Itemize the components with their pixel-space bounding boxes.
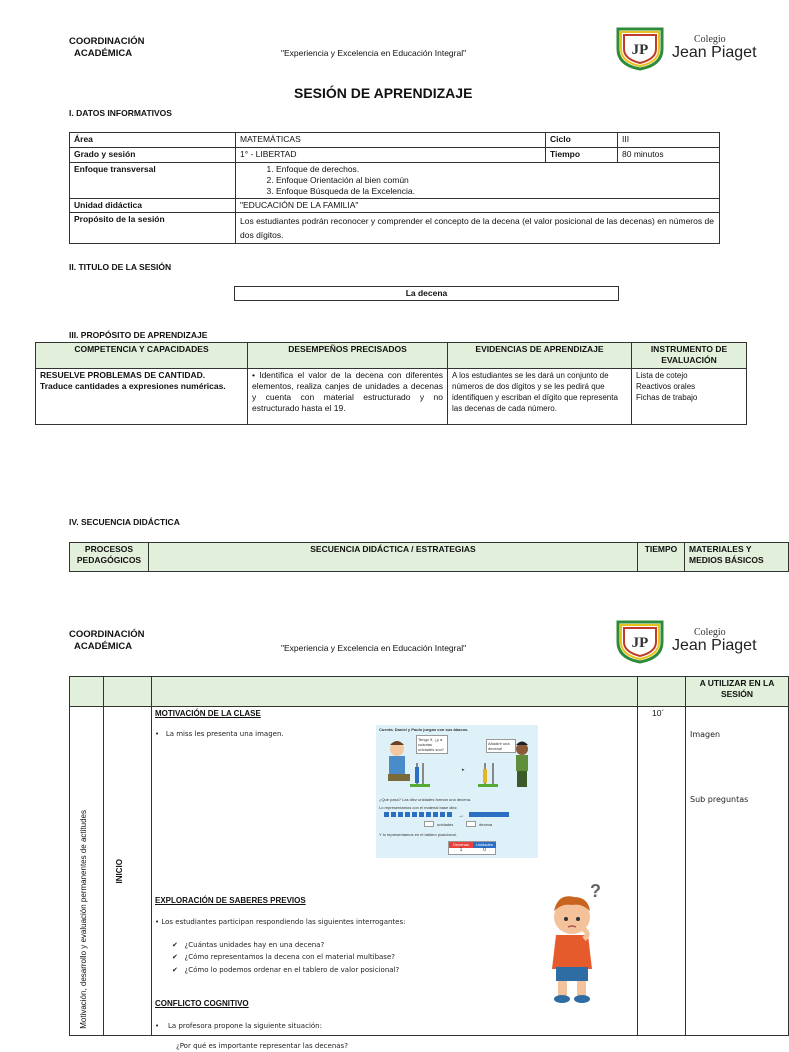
checkbox-decena [466, 821, 476, 827]
children-abacus-icon [380, 737, 538, 795]
unidad-label: Unidad didáctica [70, 199, 236, 213]
tiempo-label: Tiempo [546, 148, 618, 163]
vertical-label-cell [70, 707, 104, 1036]
section-titulo: II. TITULO DE LA SESIÓN [69, 262, 172, 272]
datos-table [69, 132, 720, 244]
option-decena: decena [479, 822, 493, 827]
strategies-cell [152, 707, 638, 1050]
school-logo [612, 25, 757, 71]
motivacion-title: MOTIVACIÓN DE LA CLASE [155, 709, 261, 718]
svg-text:?: ? [590, 881, 601, 901]
option-unidades: unidades [437, 822, 454, 827]
phase-label: INICIO [115, 858, 124, 884]
unidad-value: "EDUCACIÓN DE LA FAMILIA" [236, 199, 720, 213]
image-question: Lo representamos con el material base diez. [379, 805, 458, 810]
desempeno-text: • Identifica el valor de la decena con diferentes elementos, realiza canjes de unidades a decenas y cuenta con material estructurado y no estructurado hasta el 19. [248, 369, 448, 425]
enfoque-item: 2. Enfoque Orientación al bien común [276, 175, 715, 186]
tiempo-value: 80 minutos [618, 148, 720, 163]
crest-initials: JP [631, 635, 649, 651]
pv-val-decenas: 1 [459, 847, 463, 853]
coordination-label-p2: COORDINACIÓN ACADÉMICA [69, 629, 145, 652]
competencia-cell [36, 369, 248, 425]
image-question: Y lo representamos en el tablero posicional. [379, 832, 457, 837]
header-instrumento: INSTRUMENTO DE EVALUACIÓN [632, 343, 747, 369]
school-crest-icon [612, 618, 668, 664]
logo-name: Jean Piaget [672, 637, 757, 654]
page-title: SESIÓN DE APRENDIZAJE [294, 85, 473, 101]
secuencia-header-table [69, 542, 789, 572]
exploracion-intro: • Los estudiantes participan respondiendo las siguientes interrogantes: [155, 918, 406, 926]
unit-blocks-icon [384, 811, 514, 819]
coordination-label: COORDINACIÓN ACADÉMICA [69, 36, 145, 59]
instrumento-item: Fichas de trabajo [636, 393, 698, 402]
header-a-utilizar: A UTILIZAR EN LA SESIÓN [686, 677, 789, 707]
svg-text:▸: ▸ [462, 767, 465, 773]
competencia-text: RESUELVE PROBLEMAS DE CANTIDAD. [40, 370, 206, 380]
header-desempenos: DESEMPEÑOS PRECISADOS [248, 343, 448, 369]
logo-name: Jean Piaget [672, 44, 757, 61]
proposito-label: Propósito de la sesión [70, 213, 236, 244]
pv-col-unidades: Unidades [473, 842, 496, 848]
secuencia-body-table [69, 676, 789, 1050]
area-label: Área [70, 133, 236, 148]
place-value-table [448, 841, 496, 855]
conflicto-pregunta: ¿Por qué es importante representar las decenas? [176, 1042, 348, 1050]
header-materiales: MATERIALES Y MEDIOS BÁSICOS [685, 543, 789, 572]
enfoque-list-cell [236, 163, 720, 199]
image-caption: Cuenta. Daniel y Paulo juegan con sus ábacos. [379, 727, 469, 732]
section-proposito: III. PROPÓSITO DE APRENDIZAJE [69, 330, 208, 340]
materials-cell [686, 707, 789, 1036]
crest-initials: JP [631, 42, 649, 58]
proposito-value: Los estudiantes podrán reconocer y comprender el concepto de la decena (el valor posicional de las decenas) en números de dos dígitos. [236, 213, 720, 244]
pv-val-unidades: 0 [483, 847, 486, 853]
pregunta-item: ✔ ¿Cómo representamos la decena con el material multibase? [172, 953, 395, 961]
area-value: MATEMÁTICAS [236, 133, 546, 148]
instrumento-cell [632, 369, 747, 425]
svg-text:→: → [458, 813, 464, 819]
proposito-table [35, 342, 747, 425]
checkbox-unidades [424, 821, 434, 827]
thinking-boy-icon [542, 877, 622, 1005]
grado-value: 1° - LIBERTAD [236, 148, 546, 163]
pregunta-item: ✔ ¿Cuántas unidades hay en una decena? [172, 941, 325, 949]
pregunta-item: ✔ ¿Cómo lo podemos ordenar en el tablero de valor posicional? [172, 966, 400, 974]
enfoque-item: 3. Enfoque Búsqueda de la Excelencia. [276, 186, 715, 197]
school-motto: "Experiencia y Excelencia en Educación Integral" [281, 48, 467, 58]
phase-cell [104, 707, 152, 1036]
image-question: ¿Qué pasó? Las diez unidades forman una decena. [379, 797, 472, 802]
pv-col-decenas: Decenas [449, 842, 473, 848]
material-item: Imagen [690, 730, 721, 739]
speech-bubble: Tengo 9, ¿y a cuántas unidades son? [416, 735, 448, 754]
section-secuencia: IV. SECUENCIA DIDÁCTICA [69, 517, 180, 527]
enfoque-list [276, 164, 715, 197]
logo-colegio: Colegio [694, 627, 726, 638]
header-estrategias: SECUENCIA DIDÁCTICA / ESTRATEGIAS [149, 543, 638, 572]
session-title-box: La decena [234, 286, 619, 301]
instrumento-item: Lista de cotejo [636, 371, 688, 380]
capacidad-text: Traduce cantidades a expresiones numéricas. [40, 381, 226, 391]
header-evidencias: EVIDENCIAS DE APRENDIZAJE [448, 343, 632, 369]
header-competencia: COMPETENCIA Y CAPACIDADES [36, 343, 248, 369]
school-crest-icon [612, 25, 668, 71]
section-datos: I. DATOS INFORMATIVOS [69, 108, 172, 118]
evidencia-text: A los estudiantes se les dará un conjunto de números de dos dígitos y se les pedirá que identifiquen y escriban el dígito que representa las decenas de cada número. [448, 369, 632, 425]
school-logo-p2 [612, 618, 757, 664]
material-item: Sub preguntas [690, 795, 749, 804]
logo-colegio: Colegio [694, 34, 726, 45]
enfoque-label: Enfoque transversal [70, 163, 236, 199]
motivacion-item: • La miss les presenta una imagen. [155, 730, 284, 738]
school-motto-p2: "Experiencia y Excelencia en Educación Integral" [281, 643, 467, 653]
vertical-label: Motivación, desarrollo y evaluación permanentes de actitudes [79, 810, 88, 1029]
time-value: 10´ [638, 707, 686, 1036]
exploracion-title: EXPLORACIÓN DE SABERES PREVIOS [155, 896, 306, 905]
header-procesos: PROCESOS PEDAGÓGICOS [70, 543, 149, 572]
motivation-image [376, 725, 538, 858]
conflicto-item: • La profesora propone la siguiente situación: [155, 1022, 322, 1030]
enfoque-item: 1. Enfoque de derechos. [276, 164, 715, 175]
header-tiempo: TIEMPO [638, 543, 685, 572]
speech-bubble: Añadiré una decena! [486, 739, 516, 753]
ciclo-label: Ciclo [546, 133, 618, 148]
ciclo-value: III [618, 133, 720, 148]
grado-label: Grado y sesión [70, 148, 236, 163]
conflicto-title: CONFLICTO COGNITIVO [155, 999, 249, 1008]
instrumento-item: Reactivos orales [636, 382, 696, 391]
